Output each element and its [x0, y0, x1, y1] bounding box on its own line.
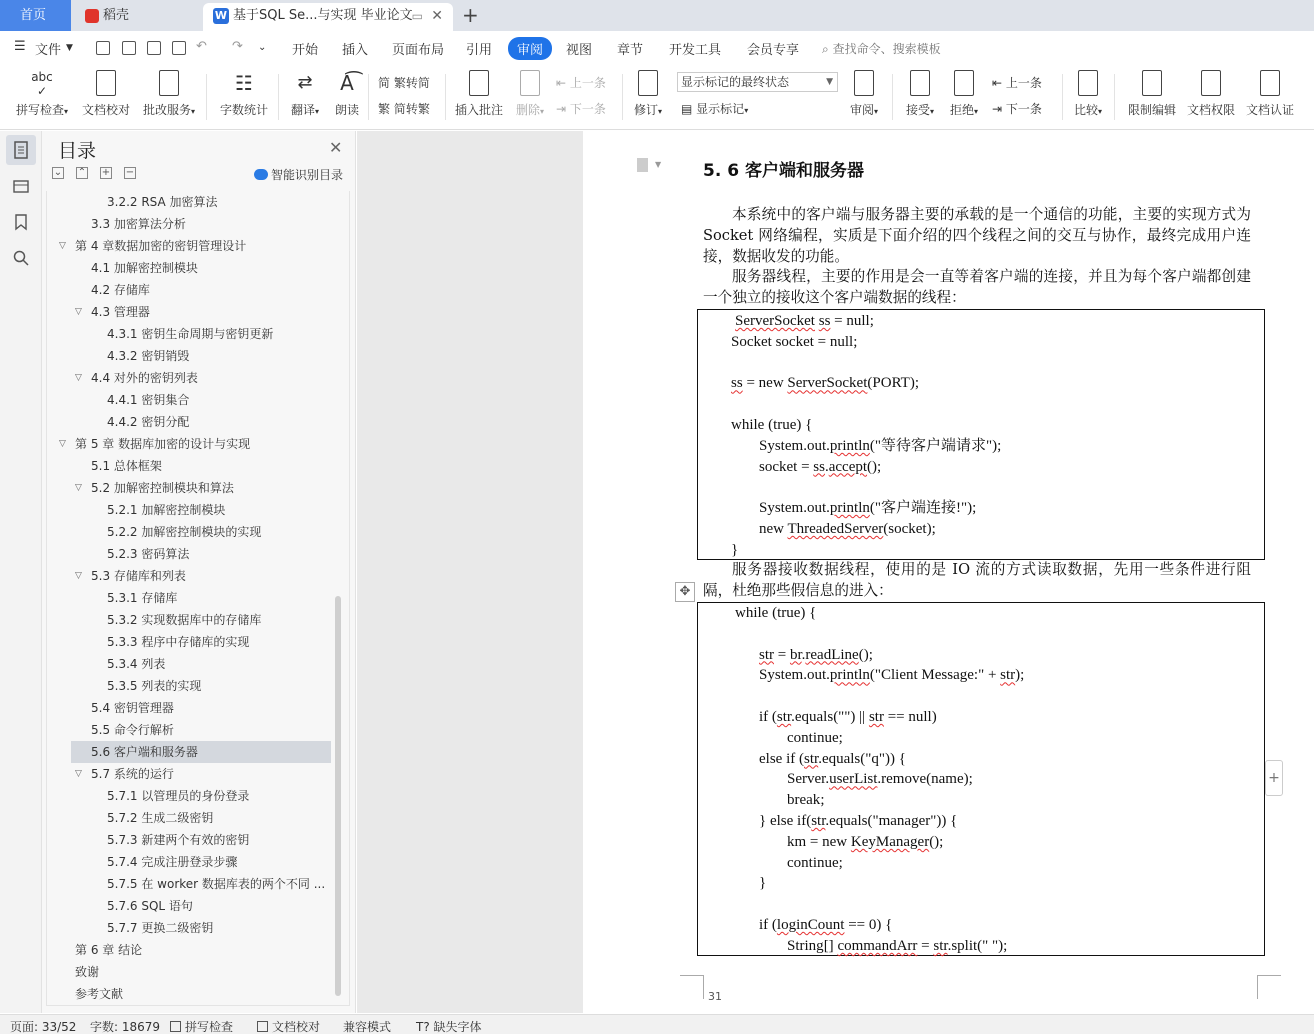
toc-item-label: 4.4.1 密钥集合: [107, 393, 190, 407]
paragraph-icon[interactable]: [637, 158, 648, 172]
next-comment-label: 下一条: [569, 102, 606, 116]
menu-start[interactable]: 开始: [292, 43, 319, 58]
ribbon-divider: [622, 74, 623, 120]
writer-logo-icon: W: [214, 9, 228, 22]
read-aloud-button[interactable]: [332, 70, 362, 118]
code-line: str = br.readLine();: [759, 646, 873, 663]
toc-item[interactable]: [59, 433, 331, 455]
new-tab-icon[interactable]: +: [462, 3, 479, 27]
status-spell-label: 拼写检查: [185, 1020, 234, 1034]
font-icon: T?: [416, 1020, 430, 1034]
code-line: while (true) {: [735, 605, 817, 621]
status-page[interactable]: 页面: 33/52: [10, 1020, 77, 1034]
delete-comment-label: 删除: [515, 103, 540, 117]
ribbon-divider: [892, 74, 893, 120]
prev-comment-label: 上一条: [569, 76, 606, 90]
more-icon[interactable]: ⌄: [258, 42, 267, 53]
close-icon[interactable]: ✕: [329, 138, 343, 157]
tab-home[interactable]: 首页: [0, 0, 71, 31]
toc-item-label: 第 6 章 结论: [75, 943, 143, 957]
next-change-icon: ⇥: [992, 102, 1003, 116]
command-search-placeholder: 查找命令、搜索模板: [832, 42, 941, 56]
certificate-icon: [1260, 70, 1280, 96]
show-markup-button[interactable]: ▤ 显示标记▾: [681, 102, 749, 116]
status-missing-font-label: 缺失字体: [433, 1020, 482, 1034]
doc-cert-button[interactable]: [1244, 70, 1296, 118]
status-doc-proof[interactable]: [257, 1018, 320, 1035]
print-icon[interactable]: [147, 41, 161, 55]
paragraph-receive-thread: 服务器接收数据线程，使用的是 IO 流的方式读取数据，先用一些条件进行阻隔，杜绝那些假信息的进入：: [703, 561, 1251, 599]
toc-item-label: 5.7.7 更换二级密钥: [107, 921, 214, 935]
command-search[interactable]: [822, 40, 941, 57]
menu-bar: [0, 31, 1314, 66]
collapse-all-icon[interactable]: −: [125, 167, 135, 178]
spell-check-icon: abc ✓: [31, 70, 53, 98]
close-icon[interactable]: ✕: [431, 8, 443, 24]
to-simplified-icon: 简: [378, 76, 391, 90]
paragraph-server-thread: 服务器线程，主要的作用是会一直等着客户端的连接，并且为每个客户端都创建一个独立的接收这个客户端数据的线程：: [703, 268, 1251, 306]
revise-button[interactable]: 修订▾: [630, 70, 666, 118]
word-count-button[interactable]: [218, 70, 270, 118]
doc-cert-label: 文档认证: [1245, 103, 1294, 117]
menu-section[interactable]: 章节: [617, 43, 644, 58]
page-number: 31: [708, 990, 722, 1003]
prev-change-label: 上一条: [1005, 76, 1042, 90]
toc-item[interactable]: [71, 565, 331, 587]
ribbon-divider: [445, 74, 446, 120]
paragraph-intro: 本系统中的客户端与服务器主要的承载的是一个通信的功能，主要的实现方式为 Socket 网络编程，实质是下面介绍的四个线程之间的交互与协作，最终完成用户连接，数据收发的功能。: [703, 206, 1251, 265]
ribbon-divider: [206, 74, 207, 120]
batch-service-label: 批改服务: [142, 103, 191, 117]
translate-icon: ⇄: [297, 72, 313, 93]
prev-comment-button[interactable]: [556, 74, 606, 91]
ribbon-divider: [1114, 74, 1115, 120]
reject-button[interactable]: 拒绝▾: [946, 70, 982, 118]
toc-item[interactable]: [71, 455, 331, 477]
translate-button[interactable]: ⇄ 翻译▾: [290, 72, 320, 117]
chevron-down-icon[interactable]: ▽: [59, 241, 66, 251]
to-traditional-button[interactable]: [378, 100, 430, 117]
code-line: String[] commandArr = str.split(" ");: [787, 937, 1008, 954]
toc-panel-icon[interactable]: [6, 135, 36, 165]
redo-icon[interactable]: ↷: [232, 39, 243, 54]
toc-title: 目录: [58, 140, 97, 162]
daoke-logo-icon: [85, 9, 99, 23]
toc-item-label: 5.3.5 列表的实现: [107, 679, 202, 693]
spell-check-button[interactable]: abc ✓ 拼写检查▾: [15, 70, 69, 117]
markup-state-select[interactable]: [677, 72, 838, 92]
menu-layout[interactable]: 页面布局: [392, 43, 445, 58]
toc-item[interactable]: [71, 895, 331, 917]
toc-item-label: 4.3 管理器: [91, 305, 150, 319]
menu-insert[interactable]: 插入: [342, 43, 369, 58]
code-line: break;: [787, 792, 825, 809]
read-aloud-label: 朗读: [334, 103, 359, 117]
toc-item[interactable]: [71, 631, 331, 653]
print-preview-icon[interactable]: [172, 41, 186, 55]
code-line: } else if(str.equals("manager")) {: [759, 813, 958, 829]
next-change-button[interactable]: [992, 100, 1042, 117]
code-line: }: [759, 875, 767, 892]
doc-proof-icon: [96, 70, 116, 96]
toc-item-label: 4.2 存储库: [91, 283, 150, 297]
review-pane-icon: [854, 70, 874, 96]
toc-item[interactable]: [71, 807, 331, 829]
tab-daoke[interactable]: [73, 3, 201, 31]
menu-developer[interactable]: 开发工具: [669, 43, 722, 58]
to-traditional-icon: 繁: [378, 102, 391, 116]
toc-item[interactable]: [71, 521, 331, 543]
menu-view[interactable]: 视图: [566, 43, 593, 58]
toc-item-label: 5.7.4 完成注册登录步骤: [107, 855, 238, 869]
toc-item-label: 4.4 对外的密钥列表: [91, 371, 198, 385]
markup-state-value: 显示标记的最终状态: [681, 75, 790, 89]
search-icon: ⌕: [822, 42, 829, 56]
chevron-down-icon[interactable]: ▽: [75, 769, 82, 779]
toc-item-label: 4.4.2 密钥分配: [107, 415, 190, 429]
toc-item-label: 5.3 存储库和列表: [91, 569, 186, 583]
code-line: Socket socket = null;: [731, 333, 858, 350]
toc-item-label: 5.2.1 加解密控制模块: [107, 503, 226, 517]
toc-item[interactable]: [71, 829, 331, 851]
batch-service-icon: [159, 70, 179, 96]
ai-icon: [254, 169, 268, 180]
word-count-label: 字数统计: [219, 103, 268, 117]
menu-icon[interactable]: ☰: [14, 39, 26, 54]
menu-member[interactable]: 会员专享: [747, 43, 800, 58]
export-pdf-icon[interactable]: [122, 41, 136, 55]
toc-item[interactable]: [71, 851, 331, 873]
toc-item-label: 4.1 加解密控制模块: [91, 261, 198, 275]
toc-item[interactable]: [71, 411, 331, 433]
permission-icon: [1201, 70, 1221, 96]
toc-item-label: 5.7.1 以管理员的身份登录: [107, 789, 250, 803]
toc-item[interactable]: [71, 741, 331, 763]
insert-comment-button[interactable]: [453, 70, 505, 118]
toc-item-label: 5.7.5 在 worker 数据库表的两个不同 ...: [107, 877, 326, 891]
chevron-down-icon[interactable]: ▽: [59, 439, 66, 449]
toc-item-label: 第 4 章数据加密的密钥管理设计: [75, 239, 247, 253]
accept-button[interactable]: 接受▾: [902, 70, 938, 118]
toc-item-label: 5.1 总体框架: [91, 459, 162, 473]
move-handle-icon[interactable]: ✥: [675, 582, 695, 602]
batch-service-button[interactable]: 批改服务▾: [140, 70, 198, 118]
toc-item-label: 5.3.2 实现数据库中的存储库: [107, 613, 262, 627]
next-change-label: 下一条: [1005, 102, 1042, 116]
toc-scrollbar[interactable]: [335, 596, 341, 996]
undo-icon[interactable]: ↶: [196, 39, 207, 54]
smart-toc-label: 智能识别目录: [271, 168, 344, 182]
toc-item[interactable]: [71, 279, 331, 301]
menu-review[interactable]: 审阅: [508, 37, 552, 60]
toc-item-label: 5.3.3 程序中存储库的实现: [107, 635, 250, 649]
toc-list: [46, 191, 350, 1006]
menu-file[interactable]: 文件: [35, 43, 62, 58]
screen-icon[interactable]: ▭: [411, 9, 423, 23]
revise-icon: [638, 70, 658, 96]
toc-item-label: 5.5 命令行解析: [91, 723, 174, 737]
delete-comment-icon: [520, 70, 540, 96]
toc-item[interactable]: [71, 367, 331, 389]
status-spell-check[interactable]: [170, 1018, 233, 1035]
show-markup-label: 显示标记: [696, 102, 745, 116]
toc-item-label: 5.2.3 密码算法: [107, 547, 190, 561]
code-line: System.out.println("等待客户端请求");: [759, 437, 1002, 454]
toc-item-label: 5.7 系统的运行: [91, 767, 174, 781]
toc-item[interactable]: [71, 345, 331, 367]
code-line: new ThreadedServer(socket);: [759, 521, 936, 537]
code-line: else if (str.equals("q")) {: [759, 750, 906, 767]
status-words[interactable]: 字数: 18679: [90, 1020, 161, 1034]
doc-proof-button[interactable]: [80, 70, 132, 118]
ribbon-divider: [1062, 74, 1063, 120]
proof-icon: [257, 1021, 268, 1032]
toc-item[interactable]: [71, 587, 331, 609]
insert-comment-icon: [469, 70, 489, 96]
smart-toc-button[interactable]: [254, 166, 343, 183]
chevron-down-icon[interactable]: ▼: [66, 43, 73, 53]
reject-label: 拒绝: [949, 103, 974, 117]
toc-panel: [42, 131, 356, 1013]
reject-icon: [954, 70, 974, 96]
code-line: if (loginCount == 0) {: [759, 917, 893, 933]
toc-item[interactable]: [71, 675, 331, 697]
review-pane-button[interactable]: 审阅▾: [846, 70, 882, 118]
menu-reference[interactable]: 引用: [466, 43, 493, 58]
code-line: continue;: [787, 854, 843, 871]
toc-item-label: 致谢: [75, 965, 100, 979]
code-line: Server.userList.remove(name);: [787, 771, 973, 788]
toc-item-label: 5.6 客户端和服务器: [91, 745, 198, 759]
toc-item[interactable]: [71, 697, 331, 719]
word-count-icon: ☷: [235, 71, 253, 95]
accept-icon: [910, 70, 930, 96]
doc-permission-button[interactable]: [1185, 70, 1237, 118]
toc-item-label: 5.2 加解密控制模块和算法: [91, 481, 234, 495]
compare-button[interactable]: 比较▾: [1070, 70, 1106, 118]
next-comment-button[interactable]: [556, 100, 606, 117]
code-line: ServerSocket ss = null;: [735, 313, 874, 329]
prev-comment-icon: ⇤: [556, 76, 567, 90]
save-icon[interactable]: [96, 41, 110, 55]
toc-item[interactable]: [71, 719, 331, 741]
review-pane-label: 审阅: [849, 103, 874, 117]
doc-proof-label: 文档校对: [81, 103, 130, 117]
restrict-edit-button[interactable]: [1126, 70, 1178, 118]
expand-all-icon[interactable]: +: [101, 167, 111, 178]
status-missing-font[interactable]: [416, 1018, 482, 1035]
code-line: socket = ss.accept();: [759, 458, 882, 475]
code-line: km = new KeyManager();: [787, 833, 944, 850]
restrict-edit-label: 限制编辑: [1127, 103, 1176, 117]
accept-label: 接受: [905, 103, 930, 117]
chevron-down-icon[interactable]: ▽: [75, 483, 82, 493]
collapse-up-icon[interactable]: ⌃: [77, 167, 87, 178]
to-traditional-label: 简转繁: [393, 102, 430, 116]
chevron-down-icon[interactable]: ▽: [75, 571, 82, 581]
chevron-down-icon[interactable]: ▼: [655, 160, 662, 169]
prev-change-icon: ⇤: [992, 76, 1003, 90]
to-simplified-label: 繁转简: [393, 76, 430, 90]
title-bar: [0, 0, 1314, 31]
ribbon-divider: [368, 74, 369, 120]
toc-item[interactable]: [71, 609, 331, 631]
translate-label: 翻译: [290, 103, 315, 117]
doc-permission-label: 文档权限: [1186, 103, 1235, 117]
status-compat-mode: 兼容模式: [343, 1020, 392, 1034]
toc-item-label: 4.3.2 密钥销毁: [107, 349, 190, 363]
tab-daoke-label: 稻壳: [103, 8, 130, 23]
prev-change-button[interactable]: [992, 74, 1042, 91]
ribbon-divider: [278, 74, 279, 120]
check-icon: [170, 1021, 181, 1032]
code-line: ss = new ServerSocket(PORT);: [731, 375, 920, 392]
toc-item[interactable]: [71, 983, 331, 1005]
code-line: continue;: [787, 729, 843, 746]
compare-icon: [1078, 70, 1098, 96]
revise-label: 修订: [633, 103, 658, 117]
toc-item[interactable]: [71, 191, 331, 213]
toc-item[interactable]: [71, 499, 331, 521]
navigation-icon[interactable]: [12, 177, 30, 195]
toc-item[interactable]: [71, 873, 331, 895]
toc-item[interactable]: [71, 939, 331, 961]
collapse-down-icon[interactable]: ⌄: [53, 167, 63, 178]
compare-label: 比较: [1073, 103, 1098, 117]
side-icon-bar: [0, 131, 42, 1013]
toc-item[interactable]: [71, 961, 331, 983]
tab-document-label: 基于SQL Se...与实现 毕业论文: [233, 8, 413, 23]
code-line: System.out.println("Client Message:" + str);: [759, 667, 1025, 684]
toc-item[interactable]: [71, 477, 331, 499]
add-icon[interactable]: +: [1265, 760, 1283, 796]
toc-item-label: 第 5 章 数据库加密的设计与实现: [75, 437, 251, 451]
lock-icon: [1142, 70, 1162, 96]
toc-item-label: 4.3.1 密钥生命周期与密钥更新: [107, 327, 274, 341]
toc-item-label: 5.2.2 加解密控制模块的实现: [107, 525, 262, 539]
status-bar: [0, 1014, 1314, 1034]
delete-comment-button[interactable]: 删除▾: [512, 70, 548, 118]
code-line: }: [731, 541, 739, 558]
toc-item-label: 3.2.2 RSA 加密算法: [107, 195, 218, 209]
next-comment-icon: ⇥: [556, 102, 567, 116]
to-simplified-button[interactable]: [378, 74, 430, 91]
toc-item[interactable]: [71, 653, 331, 675]
insert-comment-label: 插入批注: [454, 103, 503, 117]
toc-item[interactable]: [71, 323, 331, 345]
toc-item[interactable]: [71, 763, 331, 785]
chevron-down-icon[interactable]: ▽: [75, 373, 82, 383]
toc-item[interactable]: [71, 785, 331, 807]
code-line: System.out.println("客户端连接!");: [759, 500, 977, 517]
toc-item-label: 5.3.1 存储库: [107, 591, 178, 605]
bookmark-icon[interactable]: [12, 213, 30, 231]
crop-mark: [680, 975, 704, 999]
toc-item-label: 5.7.2 生成二级密钥: [107, 811, 214, 825]
chevron-down-icon: ▼: [826, 77, 833, 87]
toc-item-label: 3.3 加密算法分析: [91, 217, 186, 231]
tab-document[interactable]: [203, 3, 453, 31]
spell-check-label: 拼写检查: [15, 103, 64, 117]
search-icon[interactable]: [12, 249, 30, 267]
toc-item[interactable]: [59, 235, 331, 257]
status-proof-label: 文档校对: [272, 1020, 321, 1034]
toc-item[interactable]: [71, 213, 331, 235]
toc-item[interactable]: [71, 301, 331, 323]
toc-item-label: 5.7.3 新建两个有效的密钥: [107, 833, 250, 847]
show-markup-icon: ▤: [681, 102, 693, 116]
code-line: while (true) {: [731, 417, 813, 433]
crop-mark: [1257, 975, 1281, 999]
ribbon-review: [0, 66, 1314, 130]
toc-item-label: 5.7.6 SQL 语句: [107, 899, 193, 913]
read-aloud-icon: A͡: [340, 71, 354, 95]
toc-item-label: 5.4 密钥管理器: [91, 701, 174, 715]
toc-item[interactable]: [71, 917, 331, 939]
chevron-down-icon[interactable]: ▽: [75, 307, 82, 317]
code-line: if (str.equals("") || str == null): [759, 709, 937, 725]
section-heading: 5. 6 客户端和服务器: [703, 161, 864, 181]
toc-item[interactable]: [71, 389, 331, 411]
toc-item[interactable]: [71, 257, 331, 279]
toc-item-label: 参考文献: [75, 987, 124, 1001]
toc-item[interactable]: [71, 543, 331, 565]
toc-item-label: 5.3.4 列表: [107, 657, 166, 671]
